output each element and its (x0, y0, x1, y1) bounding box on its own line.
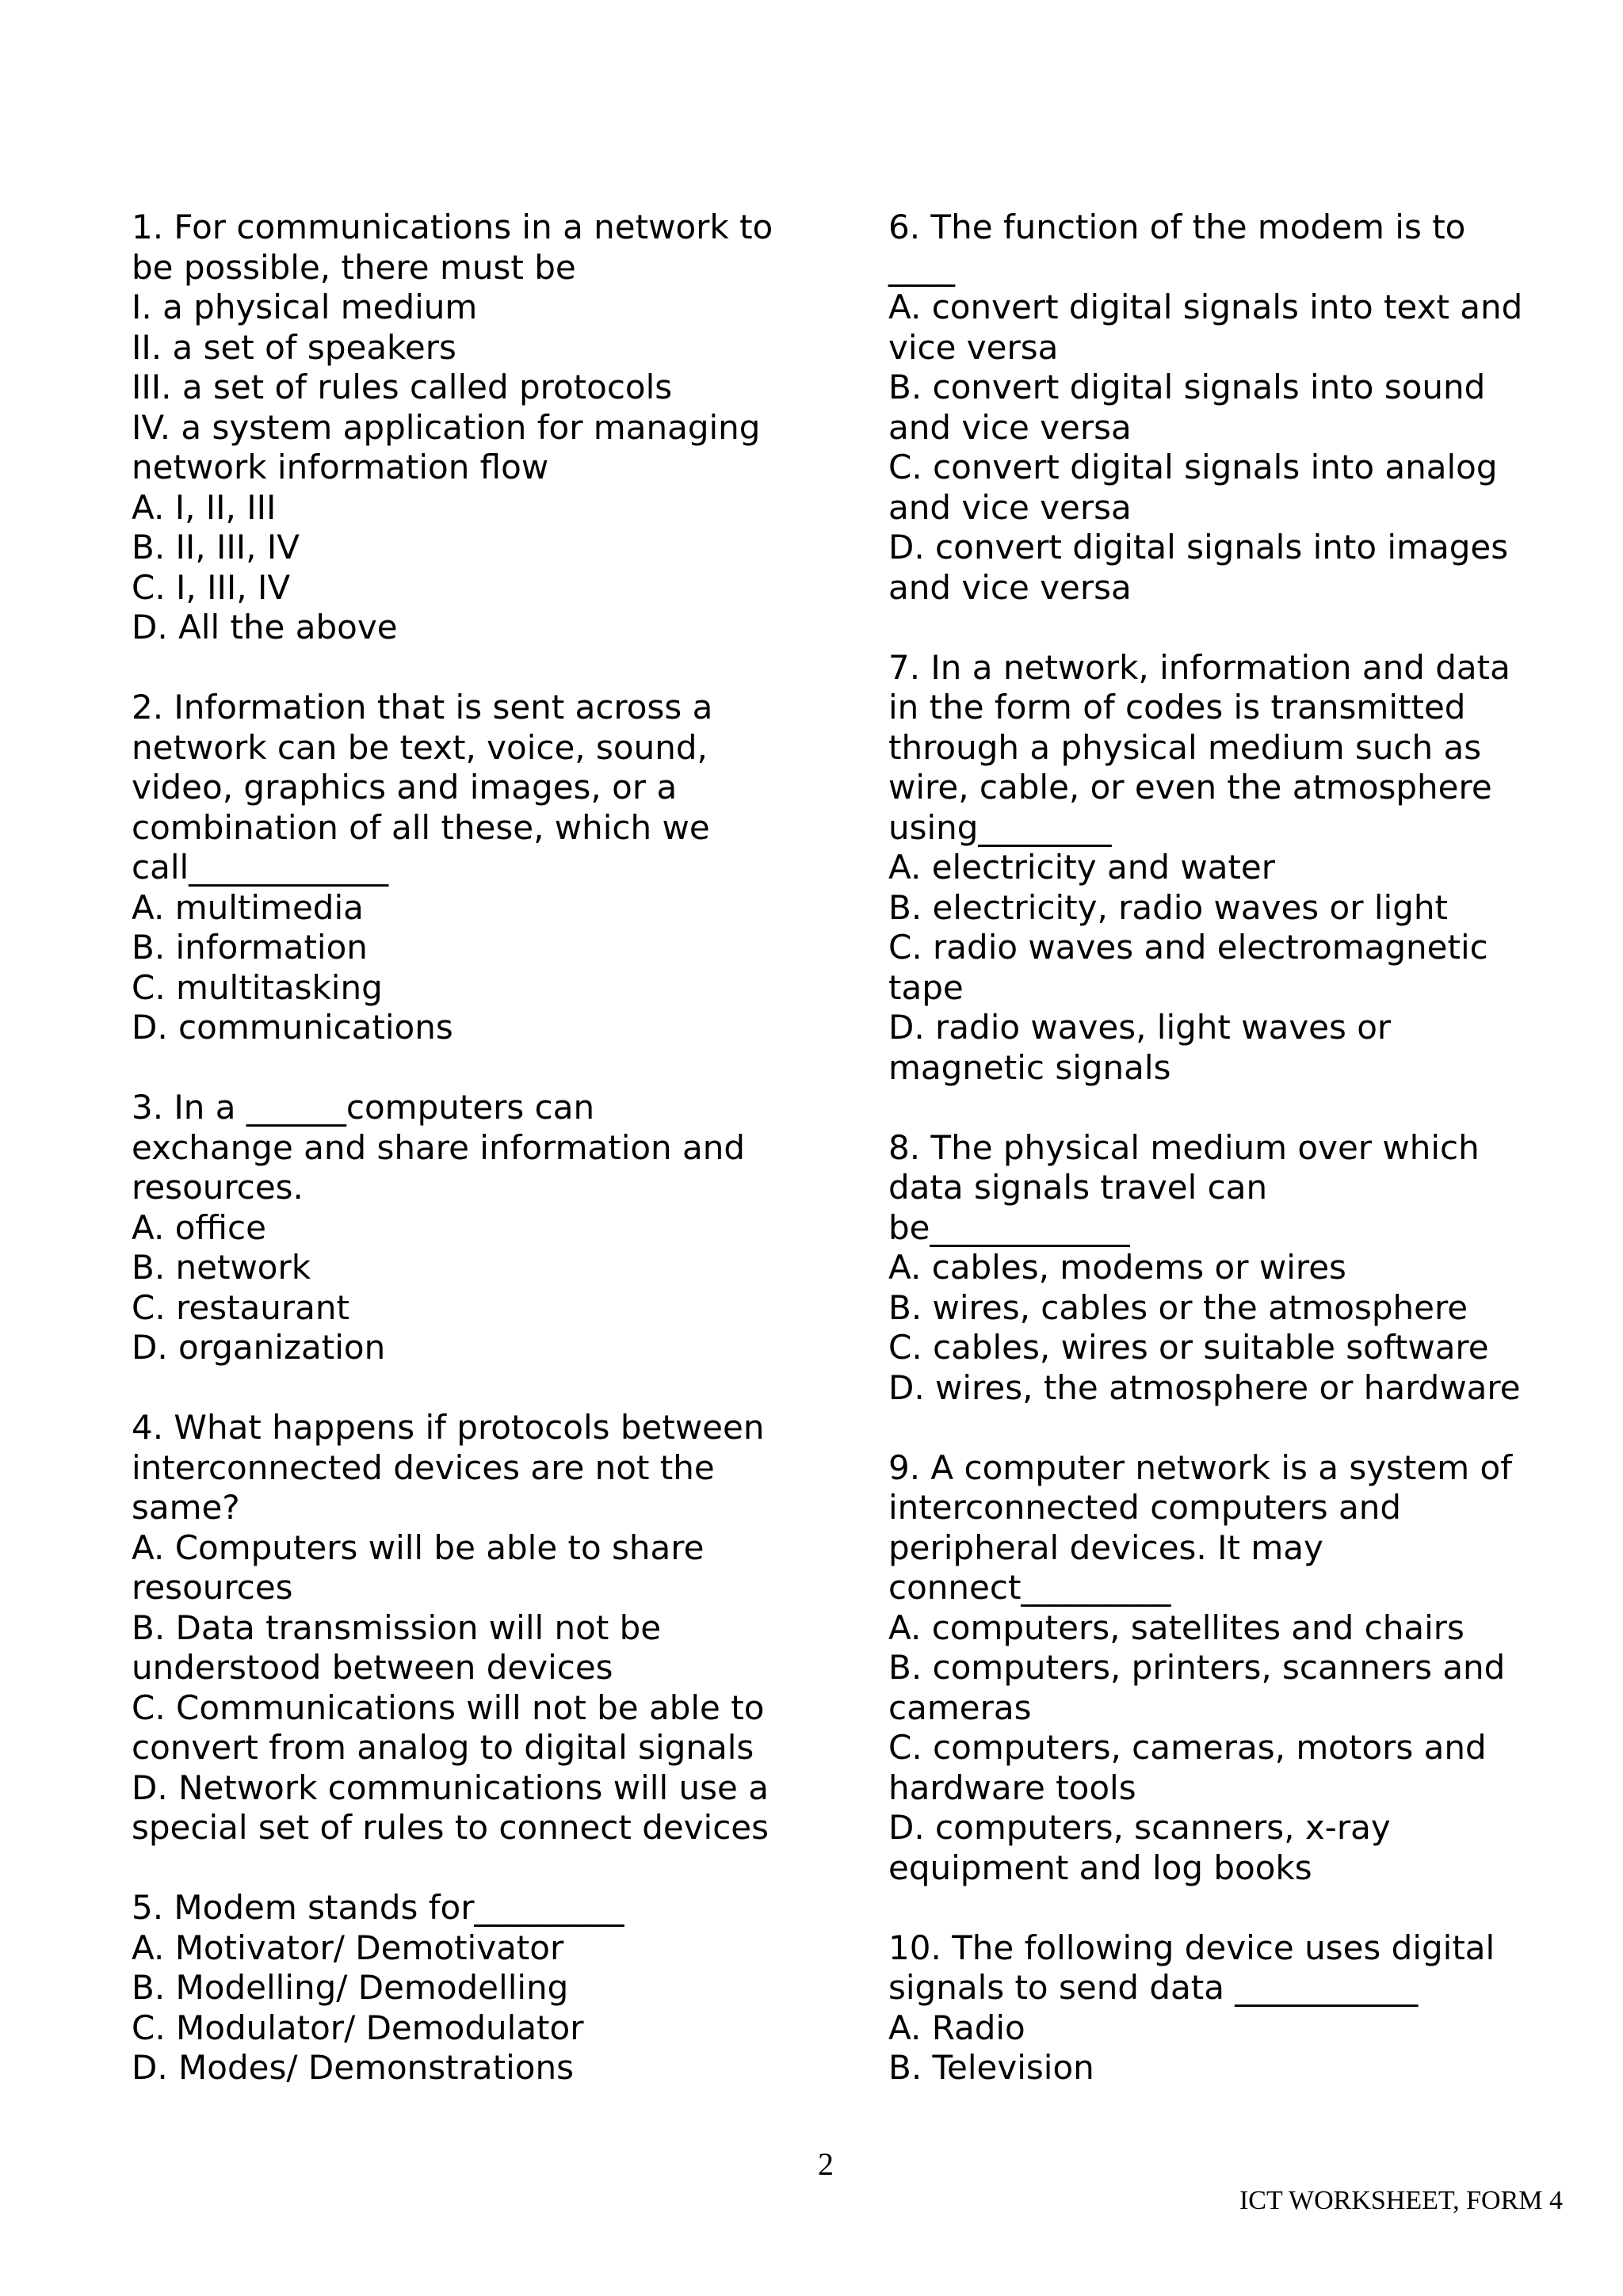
question-text-line: call____________ (132, 848, 389, 887)
answer-option: A. convert digital signals into text and (888, 288, 1523, 326)
answer-option: resources (132, 1568, 293, 1607)
question-text-line: interconnected computers and (888, 1488, 1402, 1527)
question-text-line: be possible, there must be (132, 247, 576, 287)
question-text-line: wire, cable, or even the atmosphere (888, 768, 1492, 807)
answer-option: and vice versa (888, 487, 1132, 527)
answer-option: A. electricity and water (888, 848, 1276, 887)
question-6 (888, 208, 1586, 608)
answer-option: A. Radio (888, 2008, 1025, 2047)
question-text-line: 4. What happens if protocols between (132, 1408, 765, 1447)
question-text-line: network can be text, voice, sound, (132, 727, 708, 767)
question-text-line: 7. In a network, information and data (888, 647, 1510, 687)
answer-option: B. electricity, radio waves or light (888, 887, 1448, 927)
question-text-line: interconnected devices are not the (132, 1447, 715, 1487)
question-text-line: 5. Modem stands for_________ (132, 1888, 624, 1927)
question-text-line: video, graphics and images, or a (132, 768, 678, 807)
question-text-line: 1. For communications in a network to (132, 208, 773, 246)
question-7 (888, 648, 1586, 1089)
question-text-line: IV. a system application for managing (132, 407, 761, 447)
answer-option: vice versa (888, 327, 1059, 367)
answer-option: B. computers, printers, scanners and (888, 1648, 1506, 1687)
right-column (888, 208, 1586, 2128)
answer-option: B. Television (888, 2048, 1094, 2087)
answer-option: C. multitasking (132, 967, 383, 1007)
left-column (132, 208, 829, 2128)
answer-option: B. wires, cables or the atmosphere (888, 1287, 1468, 1327)
question-text-line: using________ (888, 807, 1112, 847)
answer-option: convert from analog to digital signals (132, 1728, 754, 1767)
question-text-line: 10. The following device uses digital (888, 1928, 1495, 1967)
footer-label: ICT WORKSHEET, FORM 4 (1239, 2186, 1563, 2215)
answer-option: A. cables, modems or wires (888, 1248, 1346, 1287)
question-text-line: network information flow (132, 448, 549, 486)
answer-option: B. Data transmission will not be (132, 1608, 662, 1647)
page-number: 2 (818, 2146, 834, 2182)
answer-option: D. radio waves, light waves or (888, 1008, 1392, 1047)
answer-option: tape (888, 967, 964, 1007)
question-text-line: 2. Information that is sent across a (132, 688, 713, 727)
question-text-line: 8. The physical medium over which (888, 1127, 1480, 1167)
answer-option: D. Modes/ Demonstrations (132, 2048, 574, 2087)
question-text-line: III. a set of rules called protocols (132, 368, 673, 406)
answer-option: understood between devices (132, 1648, 613, 1687)
question-text-line: data signals travel can (888, 1168, 1268, 1207)
answer-option: A. Motivator/ Demotivator (132, 1928, 564, 1967)
answer-option: B. network (132, 1248, 311, 1287)
answer-option: D. wires, the atmosphere or hardware (888, 1367, 1521, 1407)
question-text-line: exchange and share information and (132, 1127, 746, 1167)
answer-option: and vice versa (888, 567, 1132, 607)
answer-option: C. computers, cameras, motors and (888, 1728, 1487, 1767)
answer-option: C. Communications will not be able to (132, 1688, 765, 1727)
answer-option: C. Modulator/ Demodulator (132, 2008, 584, 2047)
answer-option: A. office (132, 1207, 266, 1247)
answer-option: equipment and log books (888, 1848, 1312, 1887)
question-3 (132, 1088, 829, 1368)
answer-option: A. computers, satellites and chairs (888, 1608, 1465, 1647)
answer-option: D. All the above (132, 608, 398, 646)
question-2 (132, 688, 829, 1048)
answer-option: B. convert digital signals into sound (888, 368, 1486, 406)
question-text-line: same? (132, 1488, 240, 1527)
question-text-line: connect_________ (888, 1568, 1171, 1607)
question-text-line: be____________ (888, 1207, 1130, 1247)
answer-option: and vice versa (888, 407, 1132, 447)
answer-option: A. multimedia (132, 887, 364, 927)
question-text-line: resources. (132, 1168, 304, 1207)
question-9 (888, 1448, 1586, 1889)
question-text-line: in the form of codes is transmitted (888, 688, 1466, 727)
answer-option: D. organization (132, 1328, 386, 1367)
question-text-line: ____ (888, 247, 955, 287)
question-text-line: through a physical medium such as (888, 727, 1482, 767)
question-text-line: I. a physical medium (132, 288, 478, 326)
answer-option: A. I, II, III (132, 487, 277, 527)
answer-option: A. Computers will be able to share (132, 1527, 705, 1567)
answer-option: B. Modelling/ Demodelling (132, 1968, 569, 2007)
answer-option: hardware tools (888, 1768, 1136, 1807)
answer-option: C. radio waves and electromagnetic (888, 928, 1488, 967)
answer-option: D. convert digital signals into images (888, 528, 1509, 566)
question-10 (888, 1928, 1586, 2088)
answer-option: D. computers, scanners, x-ray (888, 1808, 1391, 1847)
question-text-line: signals to send data ___________ (888, 1968, 1419, 2007)
question-text-line: II. a set of speakers (132, 327, 456, 367)
question-text-line: peripheral devices. It may (888, 1527, 1323, 1567)
question-text-line: combination of all these, which we (132, 807, 710, 847)
answer-option: C. restaurant (132, 1287, 350, 1327)
answer-option: cameras (888, 1688, 1032, 1727)
answer-option: D. communications (132, 1008, 453, 1047)
question-text-line: 3. In a ______computers can (132, 1088, 595, 1127)
answer-option: magnetic signals (888, 1047, 1171, 1087)
answer-option: D. Network communications will use a (132, 1768, 769, 1807)
question-1 (132, 208, 829, 648)
question-4 (132, 1408, 829, 1848)
answer-option: C. convert digital signals into analog (888, 448, 1498, 486)
question-5 (132, 1888, 829, 2088)
question-text-line: 6. The function of the modem is to (888, 208, 1466, 246)
question-8 (888, 1128, 1586, 1409)
answer-option: C. I, III, IV (132, 567, 291, 607)
answer-option: special set of rules to connect devices (132, 1808, 769, 1847)
answer-option: C. cables, wires or suitable software (888, 1328, 1489, 1367)
answer-option: B. information (132, 928, 368, 967)
question-text-line: 9. A computer network is a system of (888, 1447, 1512, 1487)
answer-option: B. II, III, IV (132, 528, 300, 566)
